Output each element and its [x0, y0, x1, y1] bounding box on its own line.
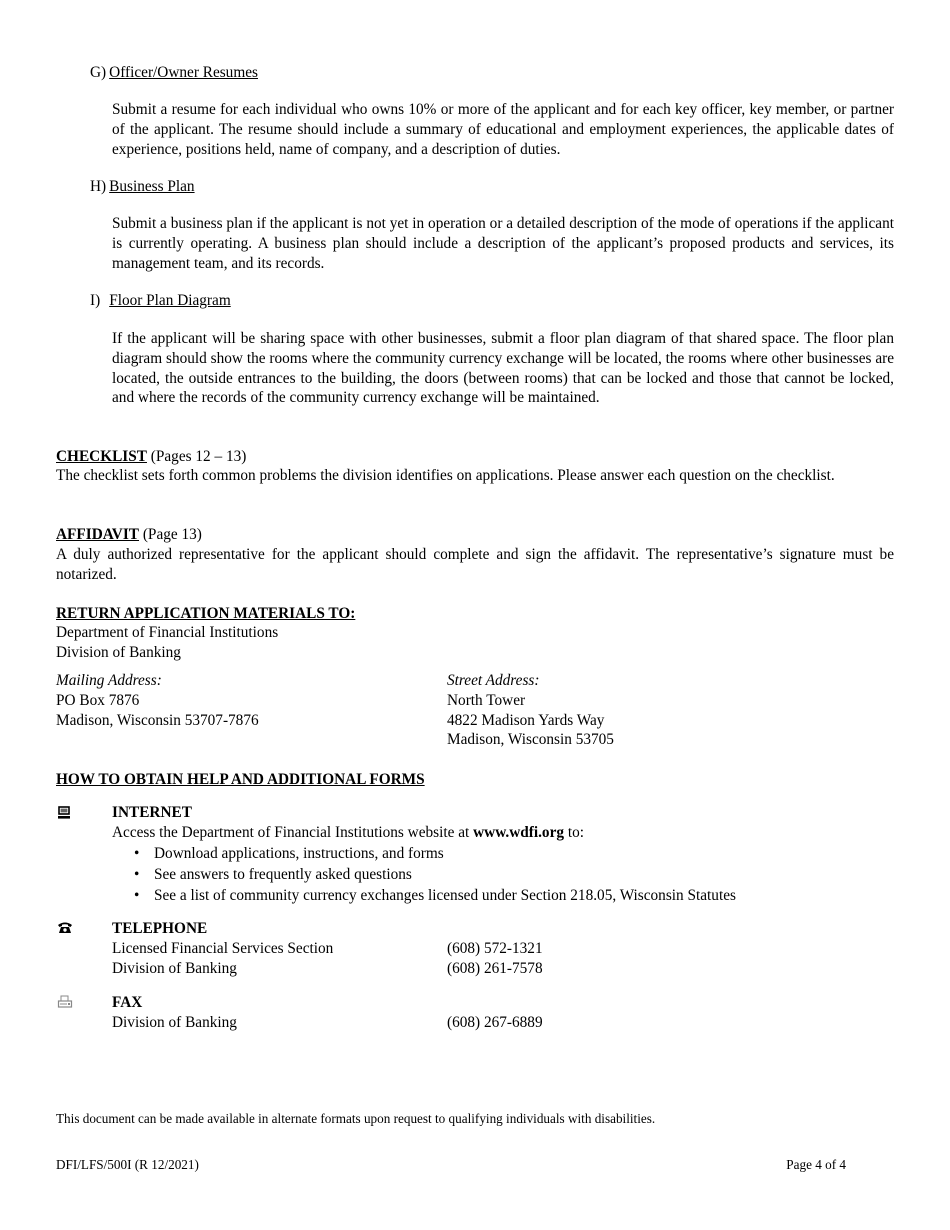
help-heading: HOW TO OBTAIN HELP AND ADDITIONAL FORMS — [56, 771, 425, 788]
internet-description — [112, 823, 584, 843]
mailing-address-block — [56, 671, 259, 730]
accessibility-note: This document can be made available in alternate formats upon request to qualifying individuals with disabilities. — [56, 1111, 656, 1126]
website-link[interactable]: www.wdfi.org — [473, 824, 565, 841]
affidavit-heading-line — [56, 525, 202, 545]
internet-text-before: Access the Department of Financial Institutions website at — [112, 824, 474, 841]
section-g-letter: G) — [90, 64, 107, 81]
page-number: Page 4 of 4 — [786, 1157, 846, 1172]
affidavit-pages: (Page 13) — [139, 526, 202, 543]
computer-icon — [57, 806, 71, 825]
section-i-title: Floor Plan Diagram — [109, 292, 231, 309]
internet-title: INTERNET — [112, 804, 192, 821]
mailing-address-label: Mailing Address: — [56, 672, 162, 689]
fax-icon — [57, 995, 73, 1014]
street-address-block — [447, 671, 614, 750]
section-i-letter: I) — [90, 292, 101, 309]
return-heading: RETURN APPLICATION MATERIALS TO: — [56, 605, 356, 622]
checklist-body: The checklist sets forth common problems the division identifies on applications. Please answer each question on the checklist. — [56, 467, 835, 484]
checklist-heading-line — [56, 447, 246, 467]
internet-bullet-item: • See a list of community currency exchanges licensed under Section 218.05, Wisconsin Statutes — [154, 885, 934, 906]
telephone-icon — [57, 921, 73, 940]
internet-bullet-item: • Download applications, instructions, and forms — [154, 843, 934, 864]
section-g-title: Officer/Owner Resumes — [109, 64, 258, 81]
affidavit-body: A duly authorized representative for the applicant should complete and sign the affidavit. The representative’s signature must be notarized. — [56, 546, 894, 583]
mailing-address-line-2: Madison, Wisconsin 53707-7876 — [56, 711, 259, 729]
internet-bullet-list — [112, 843, 934, 906]
telephone-label-1: Licensed Financial Services Section — [112, 940, 334, 957]
affidavit-heading: AFFIDAVIT — [56, 526, 140, 543]
telephone-number-1[interactable]: (608) 572-1321 — [447, 940, 543, 957]
form-id: DFI/LFS/500I (R 12/2021) — [56, 1157, 199, 1172]
mailing-address-line-1: PO Box 7876 — [56, 691, 140, 709]
fax-number-1[interactable]: (608) 267-6889 — [447, 1014, 543, 1031]
street-address-label: Street Address: — [447, 672, 540, 689]
return-line-1: Department of Financial Institutions — [56, 624, 279, 641]
internet-bullet-item: • See answers to frequently asked questions — [154, 864, 934, 885]
section-i-heading — [90, 291, 231, 311]
fax-title: FAX — [112, 994, 143, 1011]
street-address-line-2: 4822 Madison Yards Way — [447, 711, 605, 729]
telephone-icon-glyph — [57, 921, 73, 935]
checklist-pages: (Pages 12 – 13) — [146, 448, 247, 465]
telephone-label-2: Division of Banking — [112, 960, 237, 977]
section-h-heading — [90, 177, 195, 197]
section-i-body: If the applicant will be sharing space with other businesses, submit a floor plan diagram of that shared space. The floor plan diagram should show the rooms where the community currency exchange will be located, the rooms where other businesses are located, the outside entrances to the building, the doors (between rooms) that can be locked and those that cannot be locked, and where the records of the community currency exchange will be maintained. — [112, 330, 894, 407]
section-g-heading — [90, 63, 258, 83]
section-h-title: Business Plan — [109, 178, 195, 195]
return-line-2: Division of Banking — [56, 644, 181, 661]
computer-icon-glyph — [57, 806, 71, 820]
section-h-letter: H) — [90, 178, 107, 195]
telephone-number-2[interactable]: (608) 261-7578 — [447, 960, 543, 977]
fax-icon-glyph — [57, 995, 73, 1009]
section-g-body: Submit a resume for each individual who owns 10% or more of the applicant and for each key officer, key member, or partner of the applicant. The resume should include a summary of educational and employment experiences, the applicable dates of experience, positions held, name of company, and a description of duties. — [112, 101, 894, 158]
street-address-line-3: Madison, Wisconsin 53705 — [447, 731, 614, 749]
fax-label-1: Division of Banking — [112, 1014, 237, 1031]
internet-text-after: to: — [564, 824, 585, 841]
section-h-body: Submit a business plan if the applicant is not yet in operation or a detailed description of the mode of operations if the applicant is currently operating. A business plan should include a description of the applicant’s proposed products and services, its management team, and its records. — [112, 215, 894, 272]
telephone-title: TELEPHONE — [112, 920, 208, 937]
checklist-heading: CHECKLIST — [56, 448, 147, 465]
street-address-line-1: North Tower — [447, 691, 526, 709]
